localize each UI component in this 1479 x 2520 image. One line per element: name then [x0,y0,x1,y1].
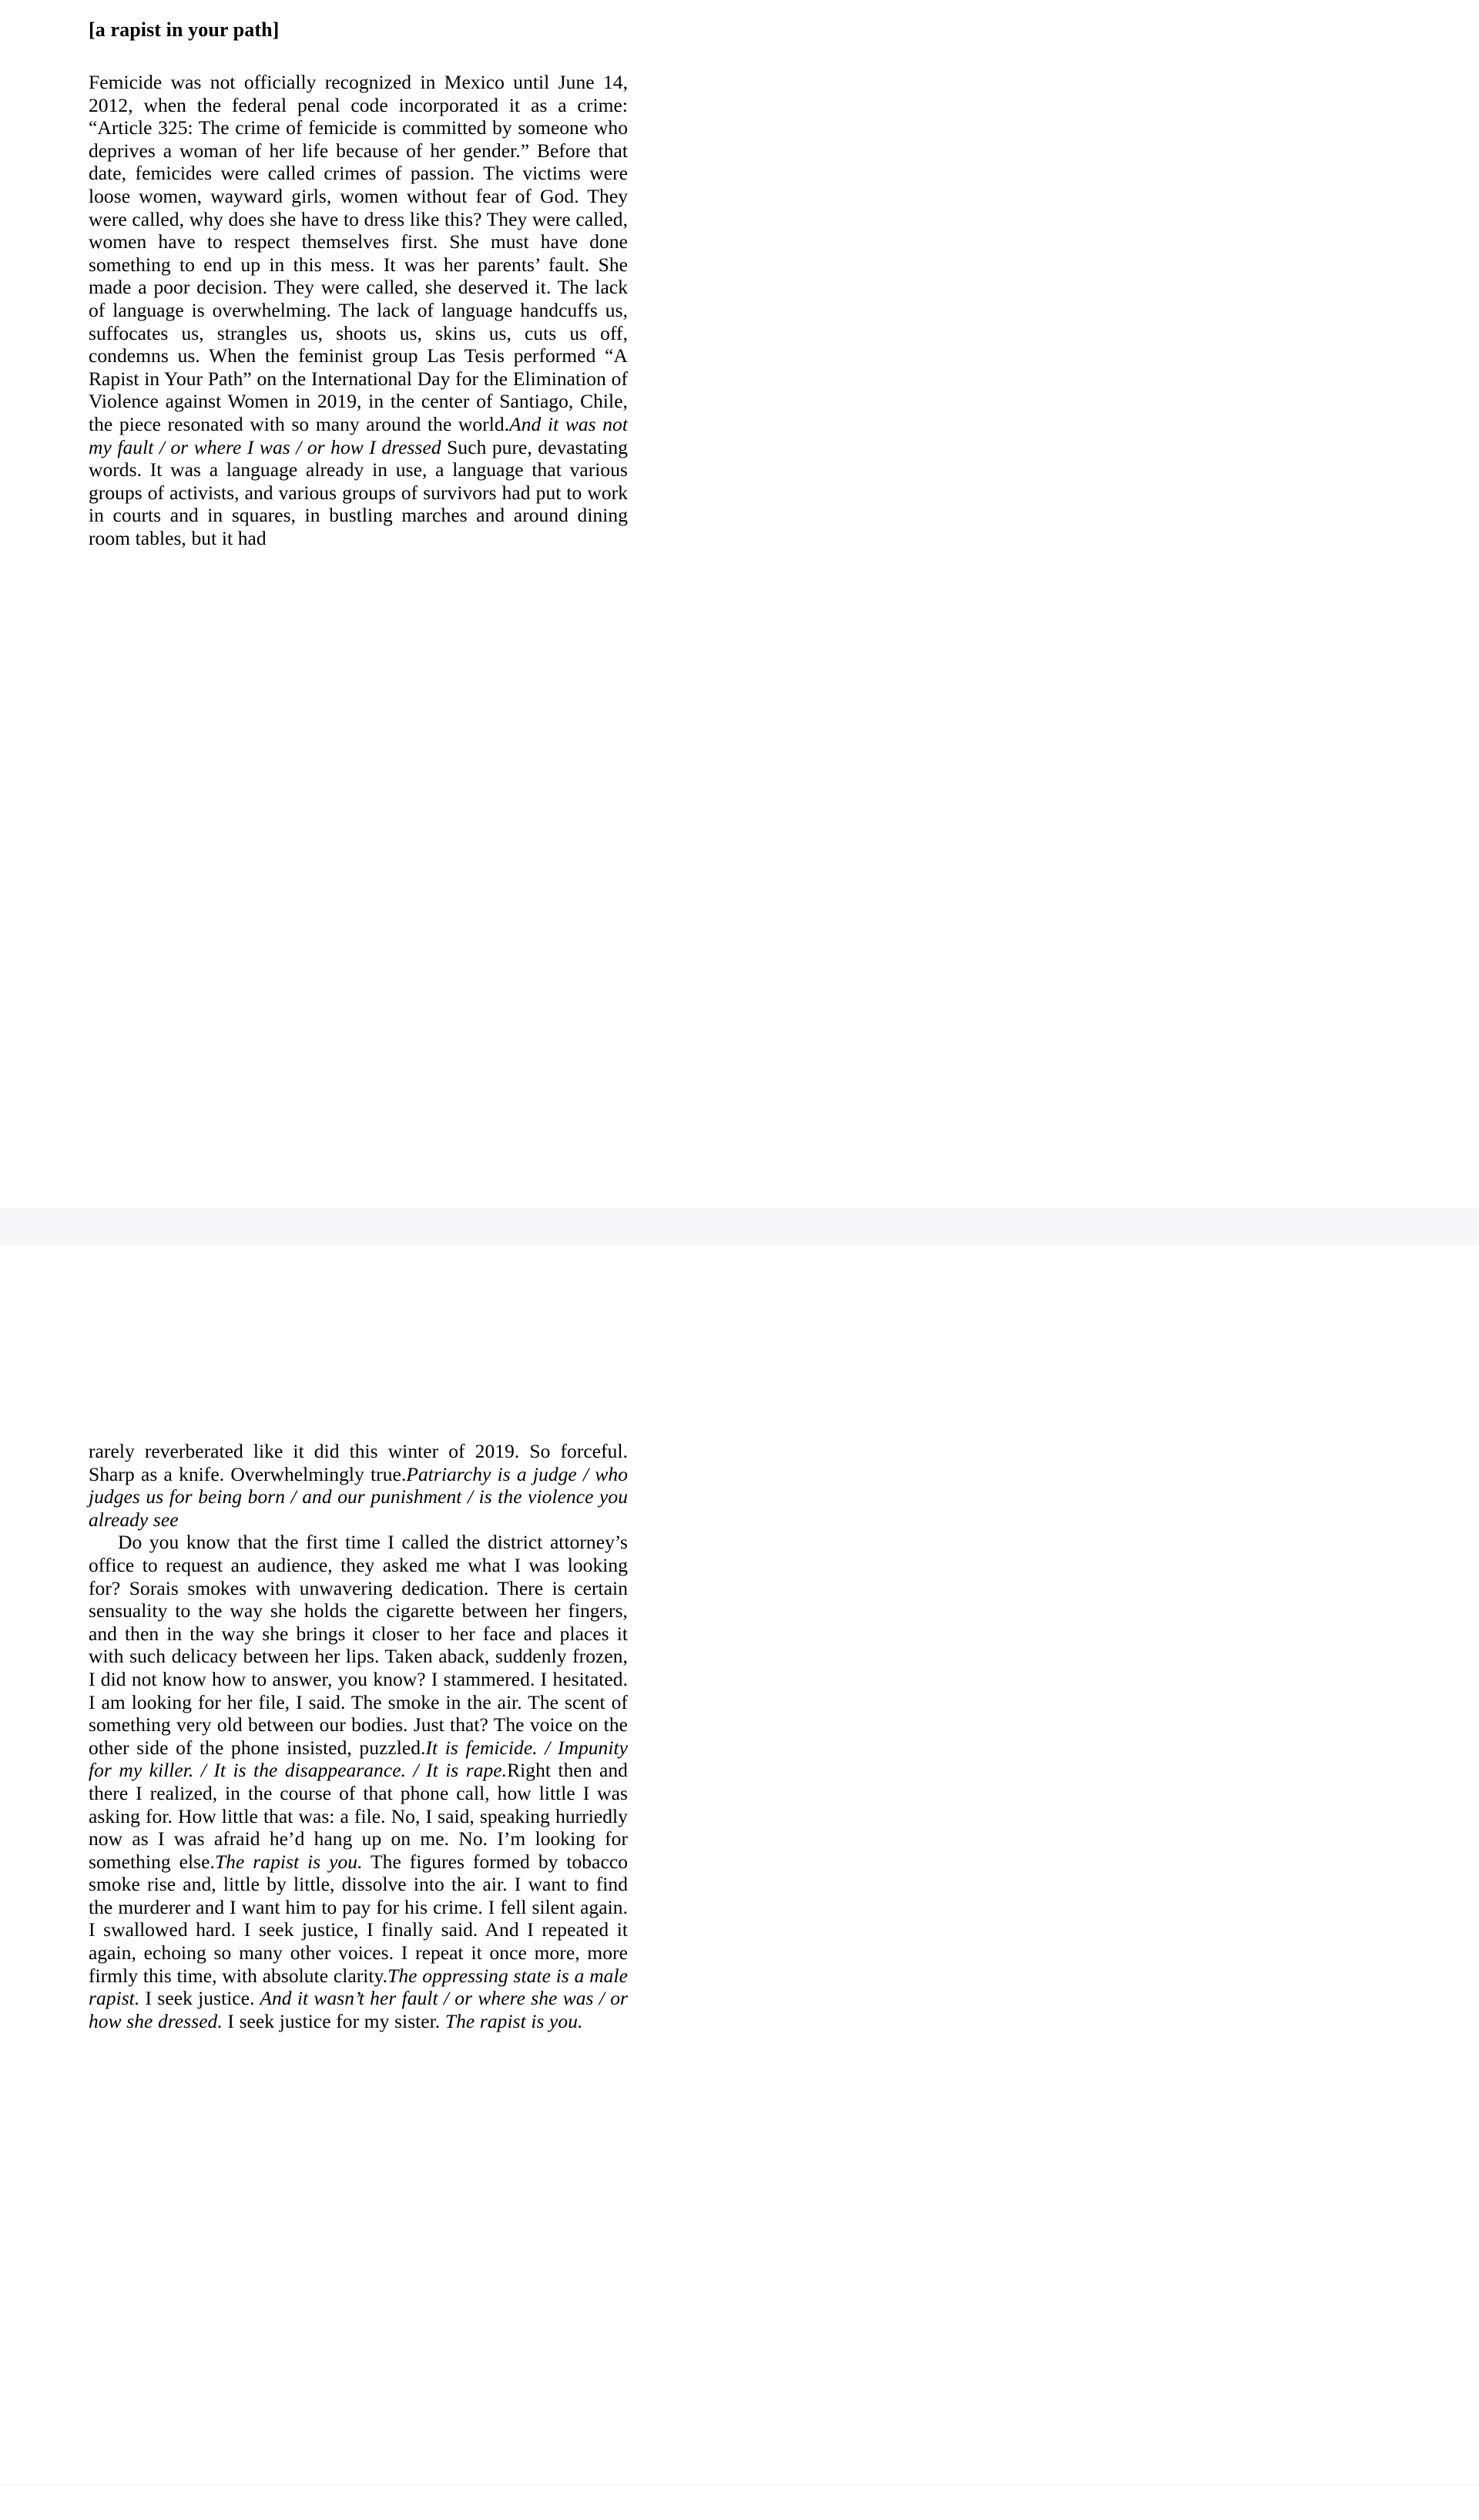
chant-quote-italic: The rapist is you. [214,1850,363,1873]
page-two [0,1245,1479,2485]
paragraph-text-part: I seek justice for my sister. [222,2009,441,2032]
page-two-text-column [89,1440,628,2032]
page-separator-band [0,1208,1479,1245]
chant-quote-italic: Patriarchy is a judge / who judges us for being born / and our punishment / is the violence you already see [89,1462,628,1531]
paragraph-text-part: Femicide was not officially recognized in Mexico until June 14, 2012, when the federal penal code incorporated it as a crime: “Article 325: The crime of femicide is committed by someone who deprives a woman of her life because of her gender.” Before that date, femicides were called crimes of passion. The victims were loose women, wayward girls, women without fear of God. They were called, why does she have to dress like this? They were called, women have to respect themselves first. She must have done something to end up in this mess. It was her parents’ fault. She made a poor decision. They were called, she deserved it. The lack of language is overwhelming. The lack of language handcuffs us, suffocates us, strangles us, shoots us, skins us, cuts us off, condemns us. When the feminist group Las Tesis performed “A Rapist in Your Path” on the International Day for the Elimination of Violence against Women in 2019, in the center of Santiago, Chile, the piece resonated with so many around the world. [89,71,628,435]
paragraph-text-part: Do you know that the first time I called the district attorney’s office to request an audience, they asked me what I was looking for? Sorais smokes with unwavering dedication. There is certain sensuality to the way she holds the cigarette between her fingers, and then in the way she brings it closer to her face and places it with such delicacy between her lips. Taken aback, suddenly frozen, I did not know how to answer, you know? I stammered. I hesitated. I am looking for her file, I said. The smoke in the air. The scent of something very old between our bodies. Just that? The voice on the other side of the phone insisted, puzzled. [89,1531,628,1759]
page-title: [a rapist in your path] [89,18,280,41]
chant-quote-italic: And it wasn’t her fault / or where she was / or how she dressed. [89,1987,628,2032]
paragraph-text-part: rarely reverberated like it did this winter of 2019. So forceful. Sharp as a knife. Overwhelmingly true. [89,1440,628,1485]
paragraph-text-part: Such pure, devastating words. It was a language already in use, a language that various groups of activists, and various groups of survivors had put to work in courts and in squares, in bustling marches and around dining room tables, but it had [89,435,628,549]
page-one [0,0,1479,1208]
chant-quote-italic: It is femicide. / Impunity for my killer. / It is the disappearance. / It is rape. [89,1736,628,1782]
paragraph-district-attorney [89,1531,628,2032]
viewport-bottom-edge [0,2485,1479,2520]
paragraph-text-part: The figures formed by tobacco smoke rise and, little by little, dissolve into the air. I want to find the murderer and I want him to pay for his crime. I fell silent again. I swallowed hard. I seek justice, I finally said. And I repeated it again, echoing so many other voices. I repeat it once more, more firmly this time, with absolute clarity. [89,1850,629,1987]
page-one-text-column [89,18,628,549]
paragraph-continuation [89,1440,628,1531]
paragraph-text-part: I seek justice. [139,1987,255,2010]
chant-quote-italic: The oppressing state is a male rapist. [89,1964,628,2010]
paragraph-text-part: Right then and there I realized, in the course of that phone call, how little I was asking for. How little that was: a file. No, I said, speaking hurriedly now as I was afraid he’d hang up on me. No. I’m looking for something else. [89,1759,628,1873]
chant-quote-italic: And it was not my fault / or where I was / or how I dressed [89,412,628,458]
chant-quote-italic: The rapist is you. [440,2009,583,2032]
paragraph-opening [89,71,628,549]
